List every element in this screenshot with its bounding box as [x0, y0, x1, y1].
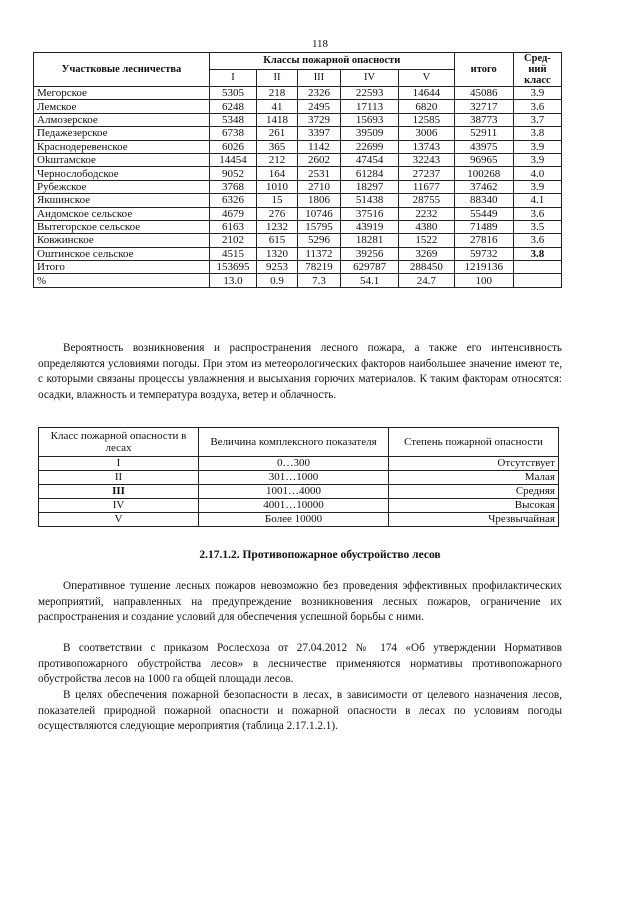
district-name-cell: Педажезерское: [34, 127, 210, 140]
value-cell: 22699: [340, 140, 398, 153]
value-cell: 6326: [209, 194, 256, 207]
value-cell: 18281: [340, 234, 398, 247]
average-class-cell: 3.9: [513, 153, 561, 166]
value-cell: 11372: [297, 247, 340, 260]
table-row: [34, 100, 562, 113]
section-heading: 2.17.1.2. Противопожарное обустройство лесов: [199, 549, 441, 561]
district-name-cell: Итого: [34, 261, 210, 274]
value-cell: 2326: [297, 87, 340, 100]
value-cell: 9253: [257, 261, 298, 274]
hazard-degree-cell: Чрезвычайная: [389, 513, 559, 527]
value-cell: 2102: [209, 234, 256, 247]
table-row: [34, 127, 562, 140]
complex-index-cell: Более 10000: [199, 513, 389, 527]
district-name-cell: Мегорское: [34, 87, 210, 100]
firefighting-paragraph: Оперативное тушение лесных пожаров невозможно без проведения эффективных профилактических мероприятий, направленных на предупреждение возникновения лесных пожаров, ограничение их распространения и создание условий для обеспечения успешной борьбы с ними.: [38, 580, 562, 624]
table-row: [34, 234, 562, 247]
value-cell: 6820: [399, 100, 454, 113]
value-cell: 2602: [297, 153, 340, 166]
value-cell: 1806: [297, 194, 340, 207]
average-class-cell: 4.0: [513, 167, 561, 180]
average-class-cell: 3.9: [513, 180, 561, 193]
district-name-cell: Оштинское сельское: [34, 247, 210, 260]
value-cell: 39256: [340, 247, 398, 260]
value-cell: 15795: [297, 220, 340, 233]
table-row: [39, 499, 559, 513]
class-header: IV: [340, 70, 398, 87]
value-cell: 1320: [257, 247, 298, 260]
value-cell: 14644: [399, 87, 454, 100]
total-cell: 45086: [454, 87, 513, 100]
value-cell: 153695: [209, 261, 256, 274]
value-cell: 6738: [209, 127, 256, 140]
table-row: [34, 180, 562, 193]
district-name-cell: Андомское сельское: [34, 207, 210, 220]
district-name-cell: Алмозерское: [34, 113, 210, 126]
value-cell: 41: [257, 100, 298, 113]
weather-paragraph: Вероятность возникновения и распространения лесного пожара, а также его интенсивность определяются условиями погоды. При этом из метеорологических факторов наибольшее значение имеют те, с которыми связаны процессы увлажнения и высыхания горючих материалов. К таким факторам относятся: осадки, влажность и температура воздуха, ветер и облачность.: [38, 342, 562, 401]
hazard-class-column-header: Класс пожарной опасности в лесах: [39, 428, 199, 457]
value-cell: 39509: [340, 127, 398, 140]
total-cell: 71489: [454, 220, 513, 233]
value-cell: 5305: [209, 87, 256, 100]
hazard-degree-cell: Малая: [389, 471, 559, 485]
total-cell: 52911: [454, 127, 513, 140]
value-cell: 12585: [399, 113, 454, 126]
value-cell: 3397: [297, 127, 340, 140]
value-cell: 2232: [399, 207, 454, 220]
value-cell: 47454: [340, 153, 398, 166]
hazard-degree-cell: Отсутствует: [389, 457, 559, 471]
total-cell: 100268: [454, 167, 513, 180]
average-class-column-header: Сред-ний класс: [513, 53, 561, 87]
value-cell: 1232: [257, 220, 298, 233]
value-cell: 5296: [297, 234, 340, 247]
value-cell: 27237: [399, 167, 454, 180]
value-cell: 9052: [209, 167, 256, 180]
value-cell: 1522: [399, 234, 454, 247]
average-class-cell: 3.6: [513, 100, 561, 113]
value-cell: 61284: [340, 167, 398, 180]
complex-index-cell: 4001…10000: [199, 499, 389, 513]
table-row: [39, 457, 559, 471]
class-header: V: [399, 70, 454, 87]
value-cell: 3269: [399, 247, 454, 260]
average-class-cell: 3.8: [513, 127, 561, 140]
table-row: [34, 113, 562, 126]
district-name-cell: Краснодеревенское: [34, 140, 210, 153]
average-class-cell: 3.6: [513, 234, 561, 247]
value-cell: 4515: [209, 247, 256, 260]
value-cell: 2531: [297, 167, 340, 180]
district-name-cell: Okштамское: [34, 153, 210, 166]
value-cell: 164: [257, 167, 298, 180]
hazard-scale-table: [38, 427, 559, 527]
total-cell: 59732: [454, 247, 513, 260]
district-name-cell: Рубежское: [34, 180, 210, 193]
table-row: [39, 513, 559, 527]
value-cell: 6163: [209, 220, 256, 233]
class-header: II: [257, 70, 298, 87]
average-class-cell: 3.6: [513, 207, 561, 220]
class-header: I: [209, 70, 256, 87]
district-column-header: Участковые лесничества: [34, 53, 210, 87]
value-cell: 43919: [340, 220, 398, 233]
value-cell: 629787: [340, 261, 398, 274]
complex-index-cell: 1001…4000: [199, 485, 389, 499]
value-cell: 3729: [297, 113, 340, 126]
hazard-classes-group-header: Классы пожарной опасности: [209, 53, 454, 70]
average-class-cell: [513, 274, 561, 287]
total-cell: 96965: [454, 153, 513, 166]
value-cell: 212: [257, 153, 298, 166]
class-header: III: [297, 70, 340, 87]
total-column-header: итого: [454, 53, 513, 87]
district-name-cell: Лемское: [34, 100, 210, 113]
hazard-degree-column-header: Степень пожарной опасности: [389, 428, 559, 457]
average-class-cell: 3.7: [513, 113, 561, 126]
value-cell: 218: [257, 87, 298, 100]
value-cell: 1418: [257, 113, 298, 126]
total-cell: 1219136: [454, 261, 513, 274]
value-cell: 6248: [209, 100, 256, 113]
table-row: [34, 140, 562, 153]
value-cell: 54.1: [340, 274, 398, 287]
table-row: [34, 87, 562, 100]
value-cell: 10746: [297, 207, 340, 220]
page-number: 118: [311, 38, 329, 50]
district-name-cell: %: [34, 274, 210, 287]
district-name-cell: Якшинское: [34, 194, 210, 207]
total-cell: 88340: [454, 194, 513, 207]
value-cell: 78219: [297, 261, 340, 274]
hazard-degree-cell: Средняя: [389, 485, 559, 499]
value-cell: 22593: [340, 87, 398, 100]
value-cell: 15693: [340, 113, 398, 126]
total-cell: 43975: [454, 140, 513, 153]
value-cell: 14454: [209, 153, 256, 166]
value-cell: 2710: [297, 180, 340, 193]
value-cell: 2495: [297, 100, 340, 113]
table-row: [39, 485, 559, 499]
fire-hazard-classes-table: [33, 52, 562, 288]
average-class-cell: [513, 261, 561, 274]
complex-index-column-header: Величина комплексного показателя: [199, 428, 389, 457]
value-cell: 13743: [399, 140, 454, 153]
value-cell: 365: [257, 140, 298, 153]
average-class-cell: 3.8: [513, 247, 561, 260]
value-cell: 7.3: [297, 274, 340, 287]
value-cell: 28755: [399, 194, 454, 207]
average-class-cell: 3.9: [513, 140, 561, 153]
value-cell: 18297: [340, 180, 398, 193]
value-cell: 24.7: [399, 274, 454, 287]
total-cell: 100: [454, 274, 513, 287]
value-cell: 261: [257, 127, 298, 140]
total-cell: 37462: [454, 180, 513, 193]
value-cell: 32243: [399, 153, 454, 166]
table-row: [34, 247, 562, 260]
table-row: [34, 220, 562, 233]
complex-index-cell: 301…1000: [199, 471, 389, 485]
value-cell: 276: [257, 207, 298, 220]
value-cell: 11677: [399, 180, 454, 193]
value-cell: 37516: [340, 207, 398, 220]
value-cell: 5348: [209, 113, 256, 126]
table-row: [34, 261, 562, 274]
hazard-class-cell: II: [39, 471, 199, 485]
hazard-class-cell: I: [39, 457, 199, 471]
value-cell: 0.9: [257, 274, 298, 287]
measures-paragraph: В целях обеспечения пожарной безопасности в лесах, в зависимости от целевого назначения лесов, показателей природной пожарной опасности и пожарной опасности в лесах по условиям погоды осуществляются следующие мероприятия (таблица 2.17.1.2.1).: [38, 689, 562, 733]
value-cell: 4679: [209, 207, 256, 220]
district-name-cell: Вытегорское сельское: [34, 220, 210, 233]
total-cell: 55449: [454, 207, 513, 220]
complex-index-cell: 0…300: [199, 457, 389, 471]
table-row: [34, 167, 562, 180]
hazard-degree-cell: Высокая: [389, 499, 559, 513]
table-row: [34, 194, 562, 207]
total-cell: 38773: [454, 113, 513, 126]
value-cell: 17113: [340, 100, 398, 113]
average-class-cell: 4.1: [513, 194, 561, 207]
value-cell: 3006: [399, 127, 454, 140]
value-cell: 6026: [209, 140, 256, 153]
value-cell: 51438: [340, 194, 398, 207]
average-class-cell: 3.5: [513, 220, 561, 233]
value-cell: 3768: [209, 180, 256, 193]
value-cell: 1142: [297, 140, 340, 153]
table-row: [34, 274, 562, 287]
value-cell: 288450: [399, 261, 454, 274]
value-cell: 615: [257, 234, 298, 247]
table-row: [34, 153, 562, 166]
district-name-cell: Ковжинское: [34, 234, 210, 247]
average-class-cell: 3.9: [513, 87, 561, 100]
table-row: [39, 471, 559, 485]
district-name-cell: Чернослободское: [34, 167, 210, 180]
hazard-class-cell: V: [39, 513, 199, 527]
regulation-paragraph: В соответствии с приказом Рослесхоза от 27.04.2012 № 174 «Об утверждении Нормативов противопожарного обустройства лесов» в лесничестве применяются нормативы противопожарного обустройства лесов на 1000 га общей площади лесов.: [38, 642, 562, 686]
value-cell: 15: [257, 194, 298, 207]
hazard-class-cell: III: [39, 485, 199, 499]
hazard-class-cell: IV: [39, 499, 199, 513]
table-row: [34, 207, 562, 220]
total-cell: 27816: [454, 234, 513, 247]
value-cell: 4380: [399, 220, 454, 233]
total-cell: 32717: [454, 100, 513, 113]
value-cell: 13.0: [209, 274, 256, 287]
value-cell: 1010: [257, 180, 298, 193]
